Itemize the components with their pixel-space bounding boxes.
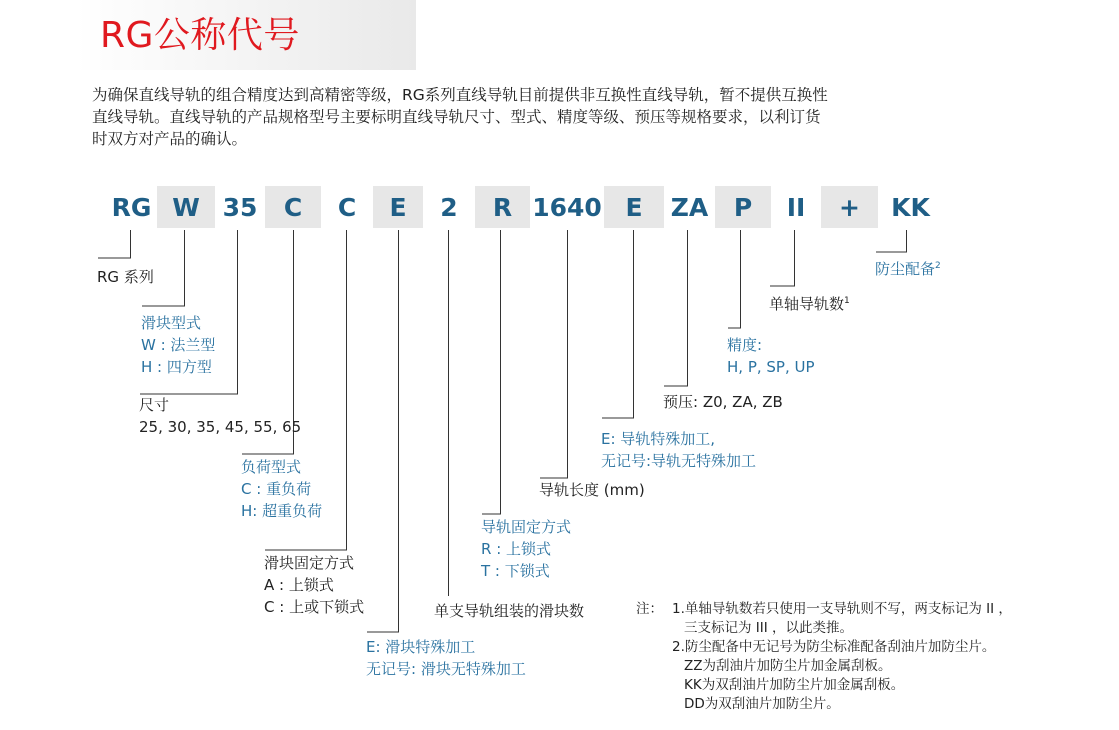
leader-line — [770, 230, 795, 286]
note-1-line-2: 三支标记为 III ，以此类推。 — [684, 620, 854, 636]
label-size-values: 25, 30, 35, 45, 55, 65 — [139, 418, 302, 436]
label-series: RG 系列 — [97, 268, 154, 286]
label-load-type-h: H: 超重负荷 — [241, 502, 323, 520]
footnote-marker: 2 — [935, 261, 941, 271]
label-block-mounting-a: A : 上锁式 — [264, 576, 334, 594]
label-block-special-e: E: 滑块特殊加工 — [366, 638, 476, 656]
note-1-line-1: 1.单轴导轨数若只使用一支导轨则不写，两支标记为 II ， — [672, 601, 1012, 617]
code-seg-series: RG — [111, 192, 152, 222]
label-block-type-w: W : 法兰型 — [141, 336, 216, 354]
code-seg-rail-count: II — [786, 192, 806, 222]
note-2-line-3: KK为双刮油片加防尘片加金属刮板。 — [684, 677, 905, 693]
code-seg-preload: ZA — [670, 192, 709, 222]
note-2-line-1: 2.防尘配备中无记号为防尘标准配备刮油片加防尘片。 — [672, 639, 996, 655]
intro-line: 直线导轨。直线导轨的产品规格型号主要标明直线导轨尺寸、型式、精度等级、预压等规格要求，以利订货 — [92, 108, 821, 126]
code-seg-rail-mounting: R — [475, 186, 530, 228]
label-rail-mounting-r: R : 上锁式 — [481, 540, 552, 558]
code-seg-block-mounting: C — [337, 192, 357, 222]
label-block-special-none: 无记号: 滑块无特殊加工 — [366, 660, 526, 678]
page-title: RG公称代号 — [100, 15, 300, 56]
leader-line — [664, 230, 688, 386]
label-precision-values: H, P, SP, UP — [727, 358, 815, 376]
label-block-type-h: H : 四方型 — [141, 358, 212, 376]
leader-line — [482, 230, 501, 514]
label-rail-length: 导轨长度 (mm) — [539, 481, 645, 499]
label-dust-protection — [875, 258, 941, 280]
label-block-type-heading: 滑块型式 — [141, 314, 202, 332]
label-rail-mounting-t: T : 下锁式 — [481, 562, 550, 580]
label-rails-per-axis — [769, 293, 850, 315]
intro-line: 时双方对产品的确认。 — [92, 130, 248, 148]
label-load-type-heading: 负荷型式 — [241, 458, 302, 476]
label-block-mounting-c: C : 上或下锁式 — [264, 598, 365, 616]
label-rail-special-e: E: 导轨特殊加工, — [601, 430, 716, 448]
label-precision-heading: 精度: — [727, 336, 763, 354]
code-seg-dust: KK — [891, 192, 930, 222]
label-dust-protection-text: 防尘配备 — [875, 260, 936, 278]
label-load-type-c: C : 重负荷 — [241, 480, 312, 498]
intro-line: 为确保直线导轨的组合精度达到高精密等级，RG系列直线导轨目前提供非互换性直线导轨，暂不提供互换性 — [92, 86, 828, 104]
code-seg-rail-length: 1640 — [532, 192, 602, 222]
leader-line — [367, 230, 399, 632]
note-2-line-2: ZZ为刮油片加防尘片加金属刮板。 — [684, 658, 892, 674]
leader-line — [98, 230, 131, 258]
code-seg-size: 35 — [222, 192, 258, 222]
code-seg-block-special: E — [373, 186, 423, 228]
code-seg-block-type: W — [157, 186, 215, 228]
label-rails-per-axis-text: 单轴导轨数 — [769, 295, 845, 313]
label-size-heading: 尺寸 — [139, 396, 170, 414]
footnote-marker: 1 — [844, 296, 850, 306]
leader-line — [540, 230, 568, 478]
notes-prefix: 注： — [636, 601, 663, 617]
notes-block — [636, 600, 1012, 714]
code-seg-block-count: 2 — [440, 192, 458, 222]
code-seg-rail-special: E — [604, 186, 664, 228]
code-seg-plus: + — [821, 186, 878, 228]
label-rail-mounting-heading: 导轨固定方式 — [481, 518, 572, 536]
leader-line — [728, 230, 741, 328]
leader-line — [876, 230, 907, 252]
label-block-mounting-heading: 滑块固定方式 — [264, 554, 355, 572]
label-blocks-per-rail: 单支导轨组装的滑块数 — [434, 602, 585, 620]
code-seg-load-type: C — [265, 186, 321, 228]
leader-line — [602, 230, 634, 418]
code-seg-precision: P — [715, 186, 771, 228]
note-2-line-4: DD为双刮油片加防尘片。 — [684, 696, 840, 712]
label-preload: 预压: Z0, ZA, ZB — [663, 393, 783, 411]
label-rail-special-none: 无记号:导轨无特殊加工 — [601, 452, 757, 470]
